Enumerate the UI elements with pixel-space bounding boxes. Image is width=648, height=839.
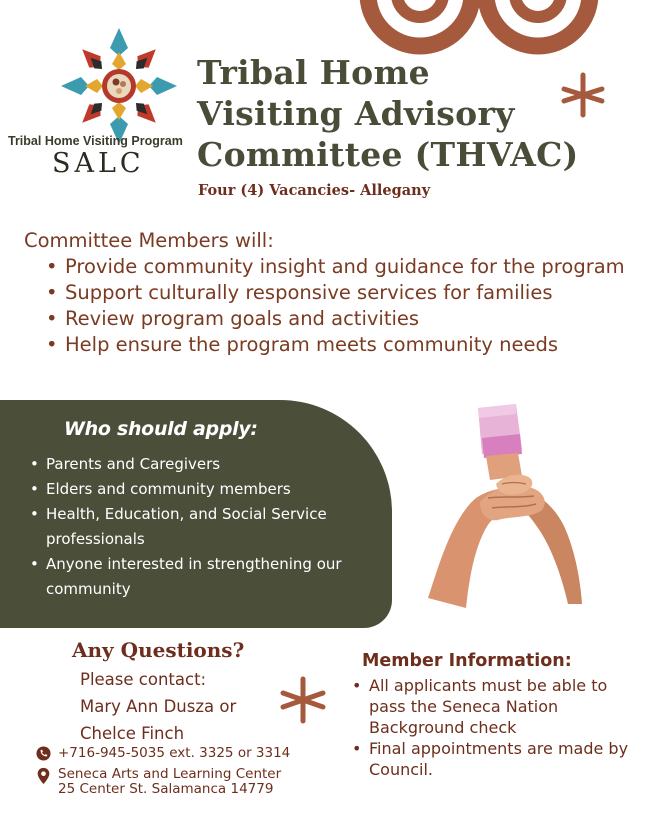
committee-duties-list: [46, 254, 634, 358]
phone-icon: [36, 746, 51, 761]
list-item: • Review program goals and activities: [46, 306, 634, 332]
list-item: • Final appointments are made by Council.: [352, 738, 632, 780]
contact-name-2: Chelce Finch: [80, 724, 185, 743]
address-line-1: Seneca Arts and Learning Center: [58, 766, 282, 782]
list-item: • Elders and community members: [30, 477, 370, 502]
salc-logo-text: SALC: [52, 148, 145, 179]
please-contact-label: Please contact:: [80, 670, 207, 689]
holding-hands-illustration: [418, 398, 586, 618]
list-item: • Health, Education, and Social Service professionals: [30, 502, 370, 552]
title-line-1: Tribal Home: [197, 53, 430, 92]
member-information-section: [352, 651, 632, 780]
phone-number[interactable]: +716-945-5035 ext. 3325 or 3314: [58, 745, 291, 761]
member-information-list: [352, 675, 632, 780]
list-item: • Support culturally responsive services for families: [46, 280, 634, 306]
address-line-2: 25 Center St. Salamanca 14779: [58, 781, 274, 797]
any-questions-heading: Any Questions?: [72, 638, 245, 662]
contact-name-1: Mary Ann Dusza or: [80, 697, 237, 716]
title-line-3: Committee (THVAC): [197, 135, 579, 174]
list-item: • Provide community insight and guidance for the program: [46, 254, 634, 280]
list-item: • Anyone interested in strengthening our community: [30, 552, 370, 602]
location-pin-icon: [36, 767, 51, 785]
committee-members-section: [24, 228, 634, 358]
applicant-list: [30, 452, 370, 602]
vacancies-subtitle: Four (4) Vacancies- Allegany: [198, 182, 431, 199]
title-line-2: Visiting Advisory: [197, 94, 515, 133]
phone-row: [36, 746, 290, 761]
list-item: • All applicants must be able to pass the Seneca Nation Background check: [352, 675, 632, 738]
list-item: • Parents and Caregivers: [30, 452, 370, 477]
list-item: • Help ensure the program meets community needs: [46, 332, 634, 358]
address-text: [58, 767, 281, 797]
who-should-apply-heading: Who should apply:: [64, 418, 258, 440]
address-row: [36, 767, 281, 797]
program-label: Tribal Home Visiting Program: [8, 134, 183, 148]
contact-names: [80, 666, 236, 747]
asterisk-icon: [279, 676, 327, 724]
asterisk-icon: [560, 72, 606, 118]
member-information-heading: Member Information:: [362, 651, 572, 671]
committee-members-heading: Committee Members will:: [24, 229, 274, 252]
